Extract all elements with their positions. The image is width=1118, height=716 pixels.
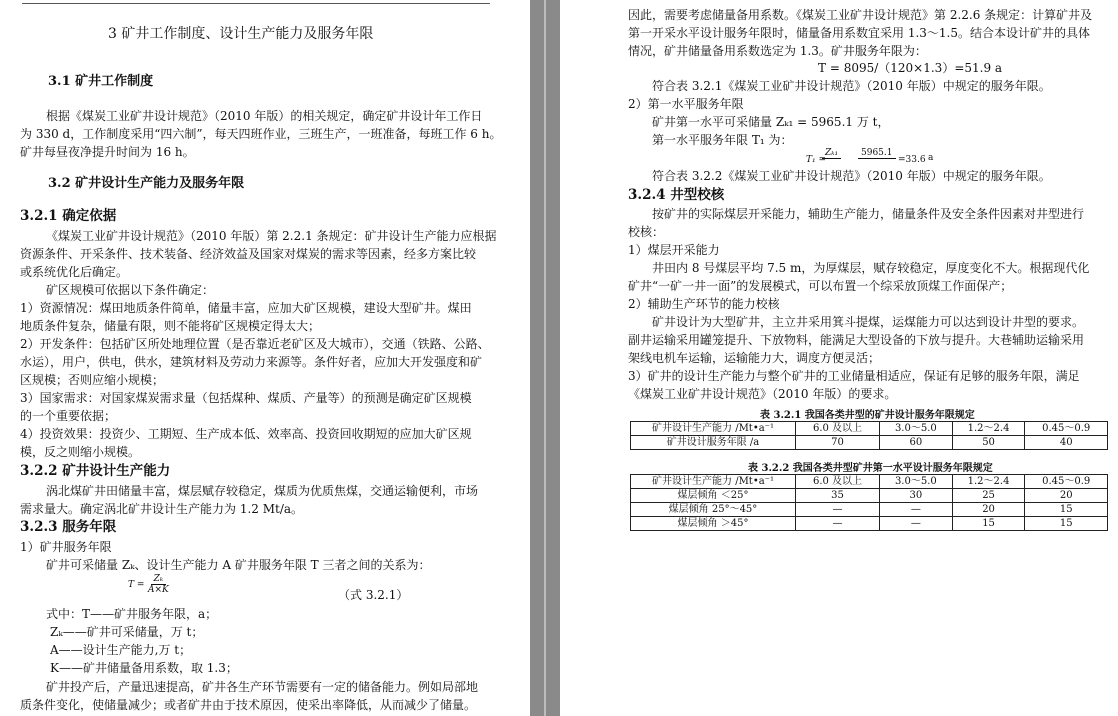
section-heading-3-1: 3.1 矿井工作制度 [48, 74, 154, 89]
table-cell: 70 [796, 436, 880, 450]
table-row [631, 489, 1108, 503]
table1 [630, 421, 1108, 450]
table2-caption: 表 3.2.2 我国各类井型矿井第一水平设计服务年限规定 [748, 463, 993, 474]
paragraph-line: 资源条件、开采条件、技术装备、经济效益及国家对煤炭的需求等因素，经多方案比较 [20, 247, 477, 261]
paragraph-line: 《煤炭工业矿井设计规范》（2010 年版）的要求。 [628, 387, 897, 401]
paragraph-line: 《煤炭工业矿井设计规范》（2010 年版）第 2.2.1 条规定：矿井设计生产能力应根据 [46, 229, 497, 243]
paragraph-line: 或系统优化后确定。 [20, 265, 129, 279]
formula2-numerator-2: 5965.1 [858, 148, 896, 159]
table-cell: — [880, 503, 953, 517]
table-cell: 煤层倾角 ＜25° [631, 489, 796, 503]
table-row [631, 503, 1108, 517]
table-cell: 煤层倾角 ＞45° [631, 517, 796, 531]
list-item: 1）资源情况：煤田地质条件简单，储量丰富，应加大矿区规模，建设大型矿井。煤田 [20, 301, 472, 315]
table-cell: 60 [880, 436, 953, 450]
paragraph-line: 井田内 8 号煤层平均 7.5 m，为厚煤层，赋存较稳定，厚度变化不大。根据现代化 [652, 261, 1090, 275]
table-cell: 25 [952, 489, 1025, 503]
table1-caption: 表 3.2.1 我国各类井型的矿井设计服务年限规定 [760, 410, 975, 421]
table-cell: 3.0～5.0 [880, 475, 953, 489]
table-cell: 15 [1025, 517, 1108, 531]
formula-fraction [145, 574, 172, 595]
gutter-edge [544, 0, 546, 716]
paragraph-line: 地质条件复杂，储量有限，则不能将矿区规模定得太大； [20, 319, 321, 333]
formula-definition: Zₖ——矿井可采储量，万 t； [50, 625, 204, 639]
formula-denominator: A×K [148, 585, 169, 595]
list-item: 3）矿井的设计生产能力与整个矿井的工业储量相适应，保证有足够的服务年限，满足 [628, 369, 1080, 383]
paragraph-line: 矿区规模可依据以下条件确定： [46, 283, 215, 297]
page-gutter [530, 0, 560, 716]
table-cell: 20 [952, 503, 1025, 517]
paragraph-line: 校核： [628, 225, 665, 239]
formula2-lhs: T₁ = [806, 155, 827, 165]
paragraph-line: 涡北煤矿井田储量丰富，煤层赋存较稳定，煤质为优质焦煤，交通运输便利，市场 [46, 484, 479, 498]
table-row [631, 475, 1108, 489]
table-cell: 煤层倾角 25°～45° [631, 503, 796, 517]
formula2-fraction-1 [822, 148, 841, 168]
table-cell: 30 [880, 489, 953, 503]
chapter-title: 3 矿井工作制度、设计生产能力及服务年限 [108, 26, 374, 42]
formula2-denominator-2 [874, 159, 880, 168]
table-cell: 3.0～5.0 [880, 422, 953, 436]
table-cell: — [880, 517, 953, 531]
paragraph-line: 架线电机车运输，运输能力大，调度方便灵活； [628, 351, 881, 365]
table-cell: 6.0 及以上 [796, 422, 880, 436]
table-cell: — [796, 517, 880, 531]
formula-definition: A——设计生产能力,万 t； [50, 643, 192, 657]
paragraph-line: 质条件变化，使储量减少；或者矿井由于技术原因，使采出率降低，从而减少了储量。 [20, 698, 477, 712]
table-row [631, 517, 1108, 531]
list-item: 3）国家需求：对国家煤炭需求量（包括煤种、煤质、产量等）的预测是确定矿区规模 [20, 391, 472, 405]
paragraph-line: 符合表 3.2.2《煤炭工业矿井设计规范》（2010 年版）中规定的服务年限。 [652, 169, 1051, 183]
formula-lhs: T = [128, 580, 145, 590]
table-cell: 50 [952, 436, 1025, 450]
paragraph-line: 第一水平服务年限 T₁ 为： [652, 133, 793, 147]
subsection-heading-3-2-4: 3.2.4 井型校核 [628, 187, 725, 203]
left-page [0, 0, 530, 716]
paragraph-line: 区规模；否则应缩小规模； [20, 373, 165, 387]
subsection-heading-3-2-3: 3.2.3 服务年限 [20, 519, 117, 535]
paragraph-line: 模，反之则缩小规模。 [20, 445, 141, 459]
table-cell: 矿井设计生产能力 /Mt•a⁻¹ [631, 475, 796, 489]
table-cell: 15 [1025, 503, 1108, 517]
paragraph-line: 矿井设计为大型矿井，主立井采用箕斗提煤，运煤能力可以达到设计井型的要求。 [652, 315, 1085, 329]
formula-numerator: Zₖ [151, 574, 167, 585]
paragraph-line: 为 330 d，工作制度采用“四六制”，每天四班作业，三班生产，一班准备，每班工作 6 h。 [20, 127, 502, 141]
subsection-heading-3-2-2: 3.2.2 矿井设计生产能力 [20, 463, 171, 479]
subsection-heading-3-2-1: 3.2.1 确定依据 [20, 208, 117, 224]
formula2-unit: a [928, 153, 934, 163]
table-cell: 1.2～2.4 [952, 422, 1025, 436]
list-item: 2）辅助生产环节的能力校核 [628, 297, 780, 311]
formula-label: （式 3.2.1） [338, 588, 409, 602]
section-heading-3-2: 3.2 矿井设计生产能力及服务年限 [48, 176, 245, 191]
paragraph-line: 根据《煤炭工业矿井设计规范》（2010 年版）的相关规定，确定矿井设计年工作日 [46, 109, 483, 123]
paragraph-line: 的一个重要依据； [20, 409, 117, 423]
formula-definition: K——矿井储量备用系数，取 1.3； [50, 661, 238, 675]
formula2-numerator-1: Zₖ₁ [822, 148, 841, 159]
paragraph-line: 因此，需要考虑储量备用系数。《煤炭工业矿井设计规范》第 2.2.6 条规定：计算矿井及 [628, 8, 1093, 22]
table-row [631, 436, 1108, 450]
table-cell: 0.45～0.9 [1025, 475, 1108, 489]
list-item: 1）煤层开采能力 [628, 243, 720, 257]
paragraph-line: 第一开采水平设计服务年限时，储量备用系数宜采用 1.3～1.5。结合本设计矿井的具体 [628, 26, 1090, 40]
formula2-denominator-1 [829, 159, 835, 168]
paragraph-line: 按矿井的实际煤层开采能力，辅助生产能力，储量条件及安全条件因素对井型进行 [652, 207, 1085, 221]
table-cell: 35 [796, 489, 880, 503]
table-cell: 15 [952, 517, 1025, 531]
table-row [631, 422, 1108, 436]
header-rule [22, 3, 490, 4]
table-cell: 0.45～0.9 [1025, 422, 1108, 436]
formula2-fraction-2 [858, 148, 896, 168]
list-item: 2）第一水平服务年限 [628, 97, 744, 111]
table-cell: 40 [1025, 436, 1108, 450]
table-cell: 20 [1025, 489, 1108, 503]
table2 [630, 474, 1108, 531]
paragraph-line: 符合表 3.2.1《煤炭工业矿井设计规范》（2010 年版）中规定的服务年限。 [652, 79, 1051, 93]
list-item: 1）矿井服务年限 [20, 540, 112, 554]
list-item: 2）开发条件：包括矿区所处地理位置（是否靠近老矿区及大城市），交通（铁路、公路、 [20, 337, 490, 351]
paragraph-line: 水运），用户，供电，供水，建筑材料及劳动力来源等。条件好者，应加大开发强度和矿 [20, 355, 483, 369]
table-cell: 矿井设计服务年限 /a [631, 436, 796, 450]
paragraph-line: 需求量大。确定涡北矿井设计生产能力为 1.2 Mt/a。 [20, 502, 304, 516]
formula2-result: =33.6 [898, 155, 926, 165]
table-cell: 1.2～2.4 [952, 475, 1025, 489]
paragraph-line: 矿井每昼夜净提升时间为 16 h。 [20, 145, 195, 159]
table-cell: 6.0 及以上 [796, 475, 880, 489]
calculation-line: T = 8095/（120×1.3）=51.9 a [818, 61, 1003, 75]
paragraph-line: 矿井可采储量 Zₖ、设计生产能力 A 矿井服务年限 T 三者之间的关系为： [46, 558, 431, 572]
paragraph-line: 情况，矿井储量备用系数选定为 1.3。矿井服务年限为： [628, 44, 927, 58]
paragraph-line: 矿井第一水平可采储量 Zₖ₁ = 5965.1 万 t， [652, 115, 890, 129]
table-cell: — [796, 503, 880, 517]
paragraph-line: 矿井“一矿一井一面”的发展模式，可以布置一个综采放顶煤工作面保产； [628, 279, 1013, 293]
formula-definition: 式中：T——矿井服务年限，a； [46, 607, 218, 621]
paragraph-line: 矿井投产后，产量迅速提高，矿井各生产环节需要有一定的储备能力。例如局部地 [46, 680, 479, 694]
paragraph-line: 副井运输采用罐笼提升、下放物料，能满足大型设备的下放与提升。大巷辅助运输采用 [628, 333, 1085, 347]
list-item: 4）投资效果：投资少、工期短、生产成本低、效率高、投资回收期短的应加大矿区规 [20, 427, 472, 441]
table-cell: 矿井设计生产能力 /Mt•a⁻¹ [631, 422, 796, 436]
right-page [560, 0, 1118, 716]
